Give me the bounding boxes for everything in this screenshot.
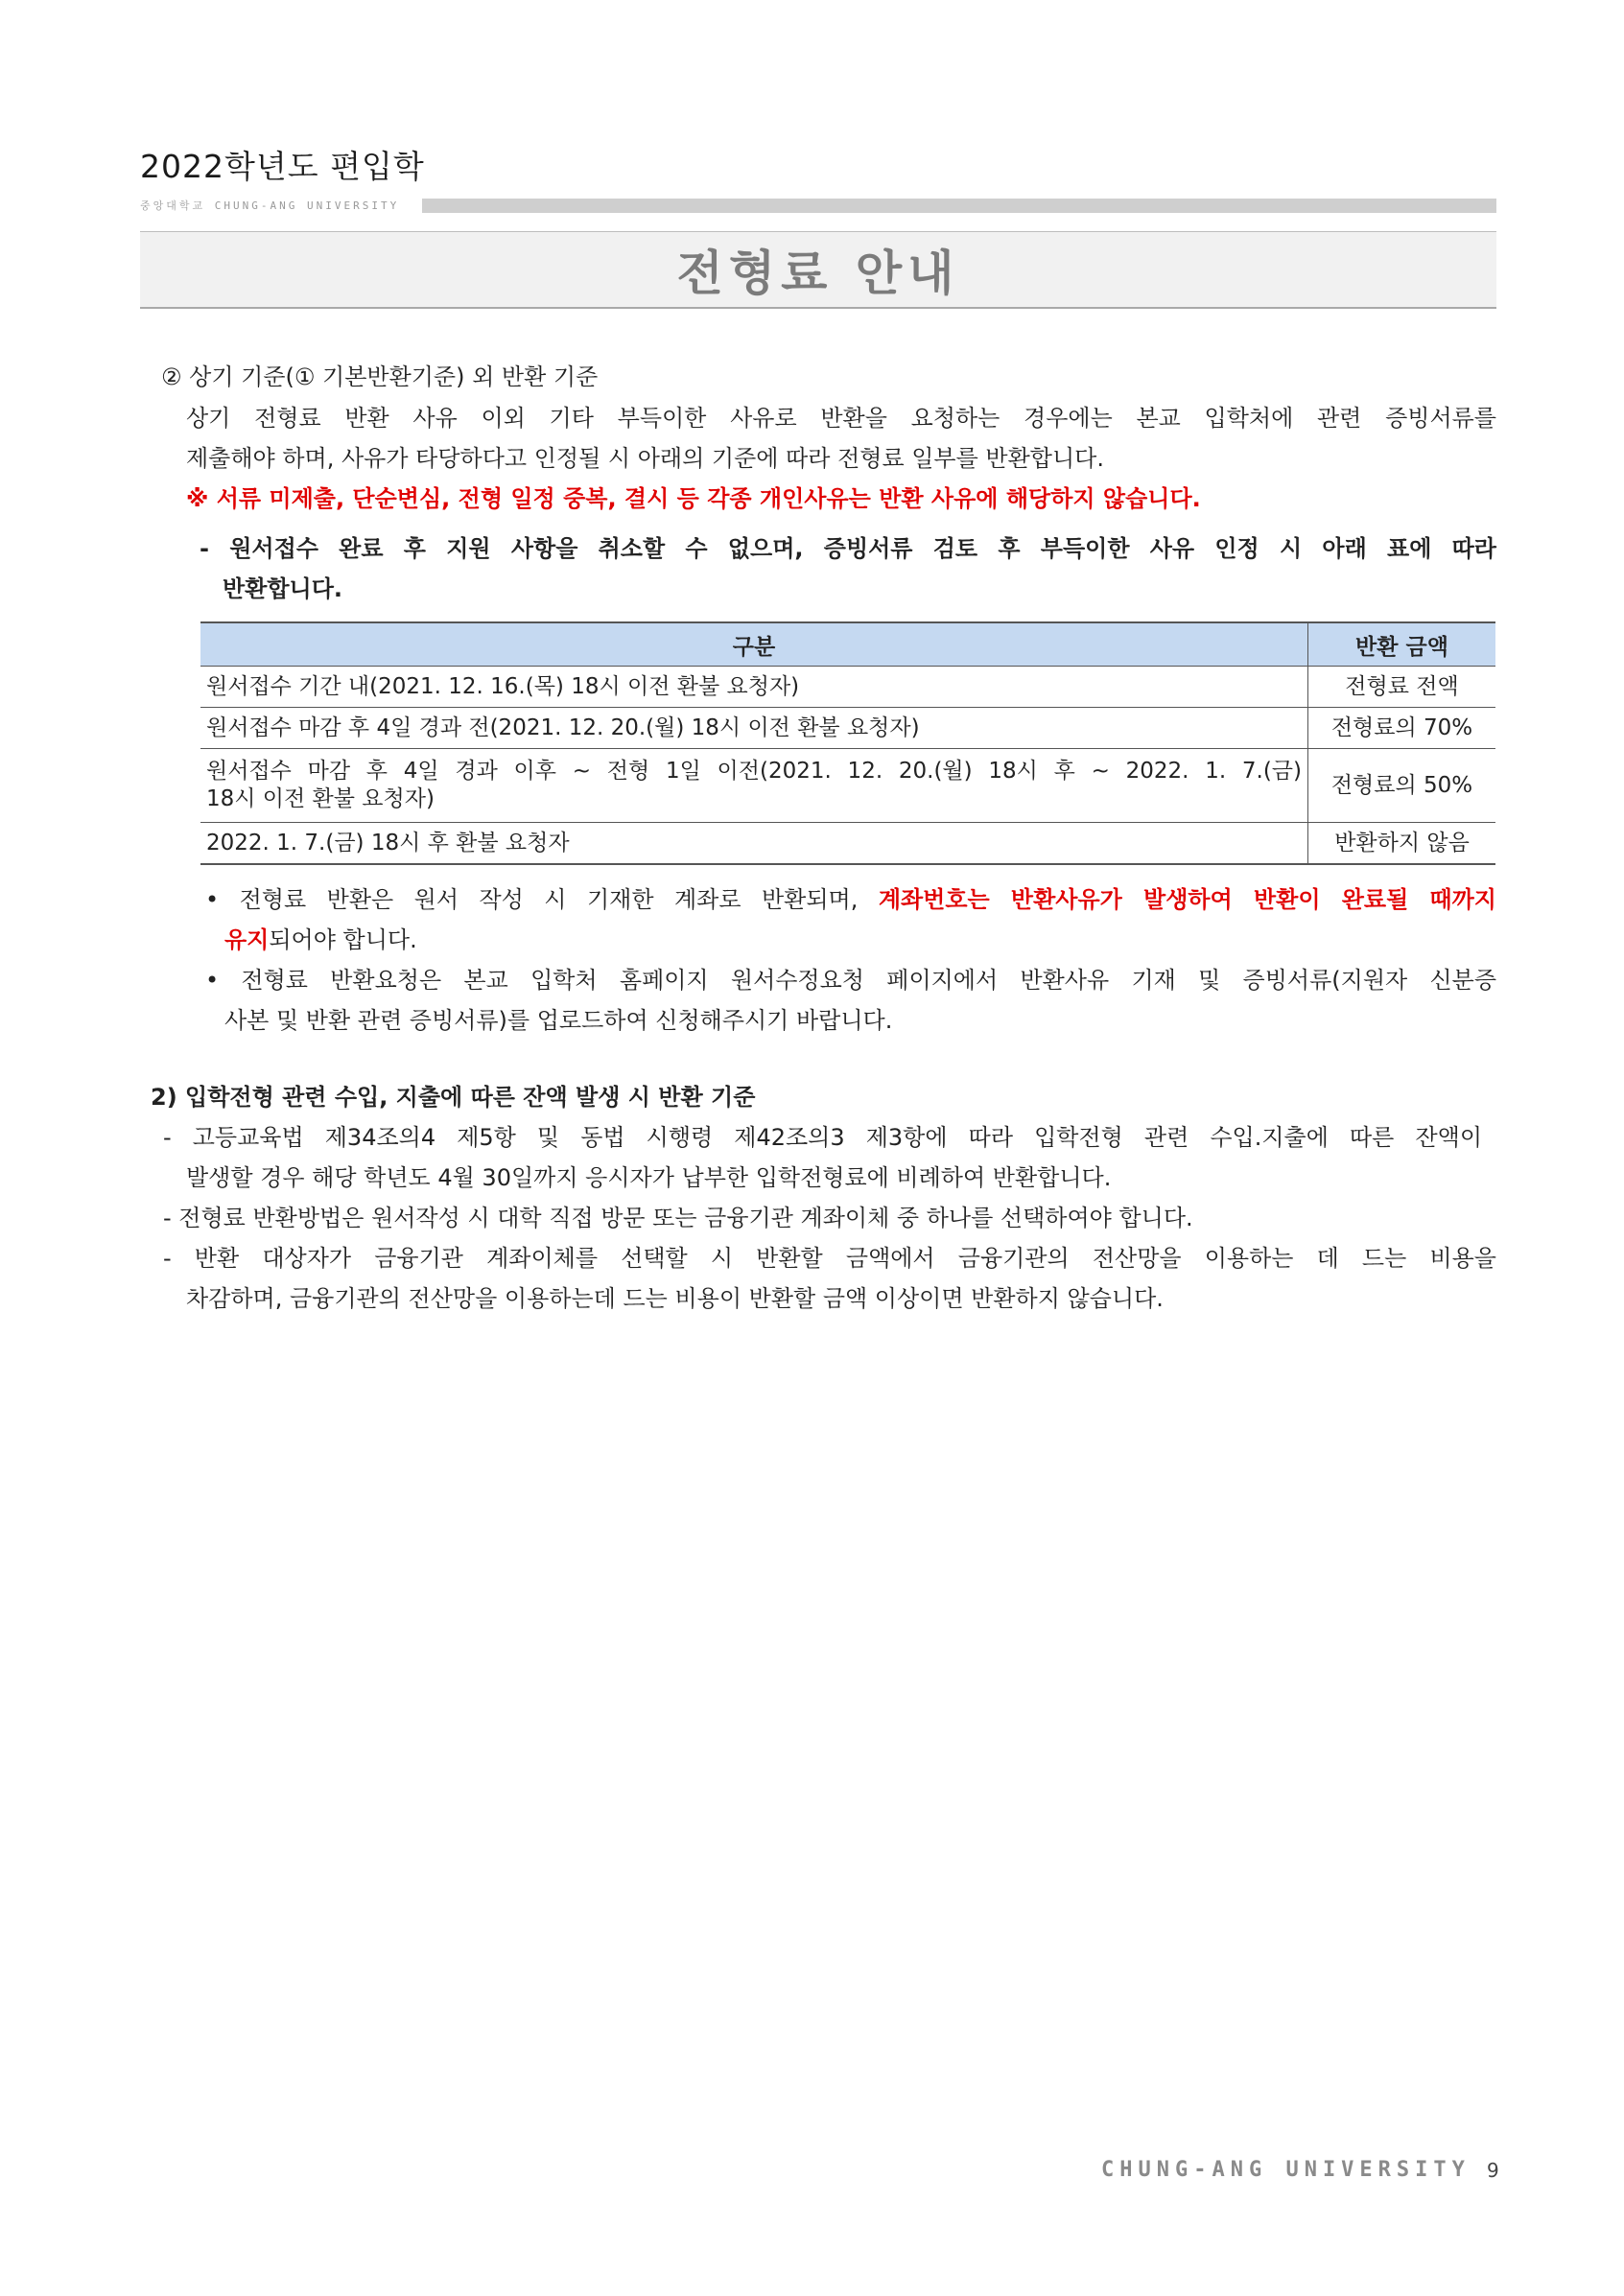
table-cell-amount: 전형료 전액 (1308, 667, 1496, 708)
note-line1: - 원서접수 완료 후 지원 사항을 취소할 수 없으며, 증빙서류 검토 후 부득이한 사유 인정 시 아래 표에 따라 (200, 535, 1496, 562)
table-cell-amount: 반환하지 않음 (1308, 823, 1496, 865)
table-cell-category-line1: 원서접수 마감 후 4일 경과 이후 ~ 전형 1일 이전(2021. 12. 20.(월) 18시 후 ~ 2022. 1. 7.(금) (206, 759, 1302, 784)
section-2-item2: - 전형료 반환방법은 원서작성 시 대학 직접 방문 또는 금융기관 계좌이체 중 하나를 선택하여야 합니다. (163, 1205, 1193, 1231)
bullet-1-line1 (205, 880, 1496, 919)
section-2-item3-line1: - 반환 대상자가 금융기관 계좌이체를 선택할 시 반환할 금액에서 금융기관의 전산망을 이용하는 데 드는 비용을 (163, 1245, 1496, 1272)
note-line2: 반환합니다. (223, 575, 343, 602)
table-row (200, 823, 1495, 865)
table-row (200, 667, 1495, 708)
section-2-item3-line2: 차감하며, 금융기관의 전산망을 이용하는데 드는 비용이 반환할 금액 이상이면 반환하지 않습니다. (186, 1285, 1164, 1312)
table-cell-category-line2: 18시 이전 환불 요청자) (206, 786, 435, 811)
table-row (200, 749, 1495, 823)
sub2-para-line2: 제출해야 하며, 사유가 타당하다고 인정될 시 아래의 기준에 따라 전형료 일부를 반환합니다. (186, 445, 1104, 472)
refund-table (200, 621, 1495, 865)
bullet-1-tail: 되어야 합니다. (269, 926, 417, 953)
table-cell-amount: 전형료의 50% (1308, 749, 1496, 823)
bullet-1-line2 (224, 921, 417, 959)
bullet-1-emphasis: 계좌번호는 반환사유가 발생하여 반환이 완료될 때까지 (878, 886, 1496, 913)
table-row (200, 708, 1495, 749)
section-2-item1-line1: - 고등교육법 제34조의4 제5항 및 동법 시행령 제42조의3 제3항에 따라 입학전형 관련 수입.지출에 따른 잔액이 (163, 1124, 1482, 1151)
section-title: 전형료 안내 (676, 246, 960, 301)
warning-notice: ※ 서류 미제출, 단순변심, 전형 일정 중복, 결시 등 각종 개인사유는 반환 사유에 해당하지 않습니다. (186, 485, 1201, 512)
table-header-amount: 반환 금액 (1308, 622, 1496, 667)
table-cell-category: 2022. 1. 7.(금) 18시 후 환불 요청자 (200, 823, 1308, 865)
table-cell-category (200, 749, 1308, 823)
section-2-heading: 2) 입학전형 관련 수입, 지출에 따른 잔액 발생 시 반환 기준 (151, 1084, 756, 1111)
document-header-title: 2022학년도 편입학 (140, 148, 425, 185)
header-divider-bar (422, 199, 1496, 213)
bullet-1-emphasis-2: 유지 (224, 926, 270, 953)
table-cell-amount: 전형료의 70% (1308, 708, 1496, 749)
sub-heading-2: ② 상기 기준(① 기본반환기준) 외 반환 기준 (161, 363, 599, 390)
table-cell-category: 원서접수 기간 내(2021. 12. 16.(목) 18시 이전 환불 요청자) (200, 667, 1308, 708)
bullet-2-line1: • 전형료 반환요청은 본교 입학처 홈페이지 원서수정요청 페이지에서 반환사유 기재 및 증빙서류(지원자 신분증 (205, 967, 1496, 994)
table-header-category: 구분 (200, 622, 1308, 667)
bullet-1-text: • 전형료 반환은 원서 작성 시 기재한 계좌로 반환되며, (205, 886, 879, 913)
section-title-box (140, 231, 1496, 309)
section-2-item1-line2: 발생할 경우 해당 학년도 4월 30일까지 응시자가 납부한 입학전형료에 비례하여 반환합니다. (186, 1164, 1112, 1191)
sub2-para-line1: 상기 전형료 반환 사유 이외 기타 부득이한 사유로 반환을 요청하는 경우에는 본교 입학처에 관련 증빙서류를 (186, 405, 1496, 432)
bullet-2-line2: 사본 및 반환 관련 증빙서류)를 업로드하여 신청해주시기 바랍니다. (224, 1007, 893, 1034)
page-number: 9 (1487, 2159, 1499, 2182)
document-header-subtitle: 중앙대학교 CHUNG-ANG UNIVERSITY (140, 199, 400, 212)
table-cell-category: 원서접수 마감 후 4일 경과 전(2021. 12. 20.(월) 18시 이전 환불 요청자) (200, 708, 1308, 749)
footer-brand: CHUNG-ANG UNIVERSITY (1101, 2158, 1471, 2182)
